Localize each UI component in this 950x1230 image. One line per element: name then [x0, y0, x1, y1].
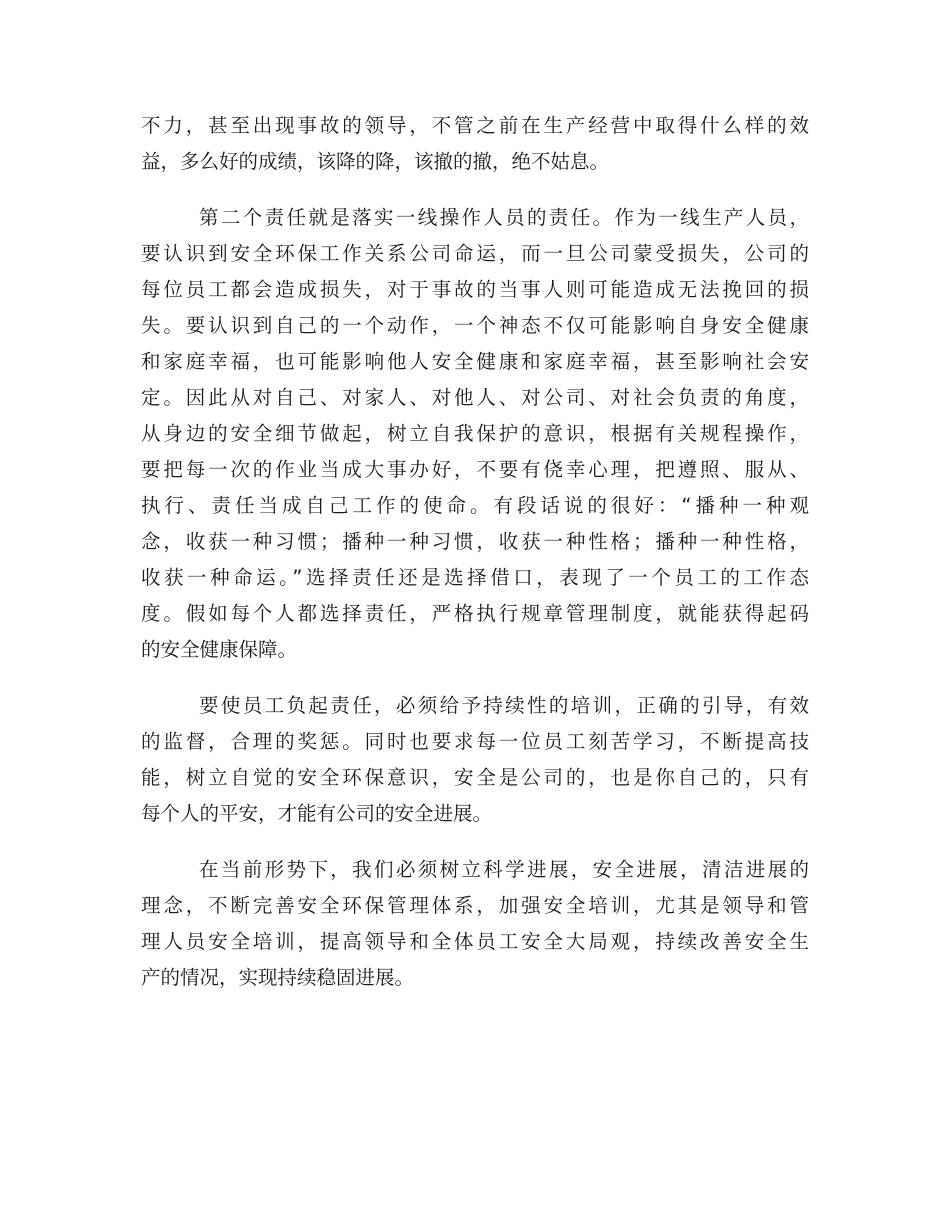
- text-line: 执行、责任当成自己工作的使命。有段话说的很好：“播种一种观: [141, 494, 809, 517]
- text-line: 益，多么好的成绩，该降的降，该撤的撤，绝不姑息。: [141, 150, 610, 173]
- text-line: 第二个责任就是落实一线操作人员的责任。作为一线生产人员，: [199, 206, 809, 229]
- text-line: 定。因此从对自己、对家人、对他人、对公司、对社会负责的角度，: [141, 386, 809, 409]
- text-line: 和家庭幸福，也可能影响他人安全健康和家庭幸福，甚至影响社会安: [141, 350, 809, 373]
- text-line: 不力，甚至出现事故的领导，不管之前在生产经营中取得什么样的效: [141, 114, 809, 137]
- text-line: 失。要认识到自己的一个动作，一个神态不仅可能影响自身安全健康: [141, 314, 809, 337]
- document-body: [141, 108, 809, 1016]
- text-line: 要使员工负起责任，必须给予持续性的培训，正确的引导，有效: [199, 694, 809, 717]
- text-line: 每位员工都会造成损失，对于事故的当事人则可能造成无法挽回的损: [141, 278, 809, 301]
- text-line: 度。假如每个人都选择责任，严格执行规章管理制度，就能获得起码: [141, 602, 809, 625]
- text-line: 收获一种命运。”选择责任还是选择借口，表现了一个员工的工作态: [141, 566, 809, 589]
- paragraph-2: [141, 200, 809, 668]
- text-line: 的安全健康保障。: [141, 638, 298, 661]
- paragraph-3: [141, 688, 809, 832]
- text-line: 产的情况，实现持续稳固进展。: [141, 966, 415, 989]
- text-line: 在当前形势下，我们必须树立科学进展，安全进展，清洁进展的: [199, 858, 809, 881]
- paragraph-1: [141, 108, 809, 180]
- text-line: 念，收获一种习惯；播种一种习惯，收获一种性格；播种一种性格，: [141, 530, 809, 553]
- text-line: 从身边的安全细节做起，树立自我保护的意识，根据有关规程操作，: [141, 422, 809, 445]
- text-line: 理念，不断完善安全环保管理体系，加强安全培训，尤其是领导和管: [141, 894, 809, 917]
- text-line: 要把每一次的作业当成大事办好，不要有侥幸心理，把遵照、服从、: [141, 458, 809, 481]
- text-line: 的监督，合理的奖惩。同时也要求每一位员工刻苦学习，不断提高技: [141, 730, 809, 753]
- text-line: 每个人的平安，才能有公司的安全进展。: [141, 802, 493, 825]
- text-line: 要认识到安全环保工作关系公司命运，而一旦公司蒙受损失，公司的: [141, 242, 809, 265]
- paragraph-4: [141, 852, 809, 996]
- text-line: 理人员安全培训，提高领导和全体员工安全大局观，持续改善安全生: [141, 930, 809, 953]
- text-line: 能，树立自觉的安全环保意识，安全是公司的，也是你自己的，只有: [141, 766, 809, 789]
